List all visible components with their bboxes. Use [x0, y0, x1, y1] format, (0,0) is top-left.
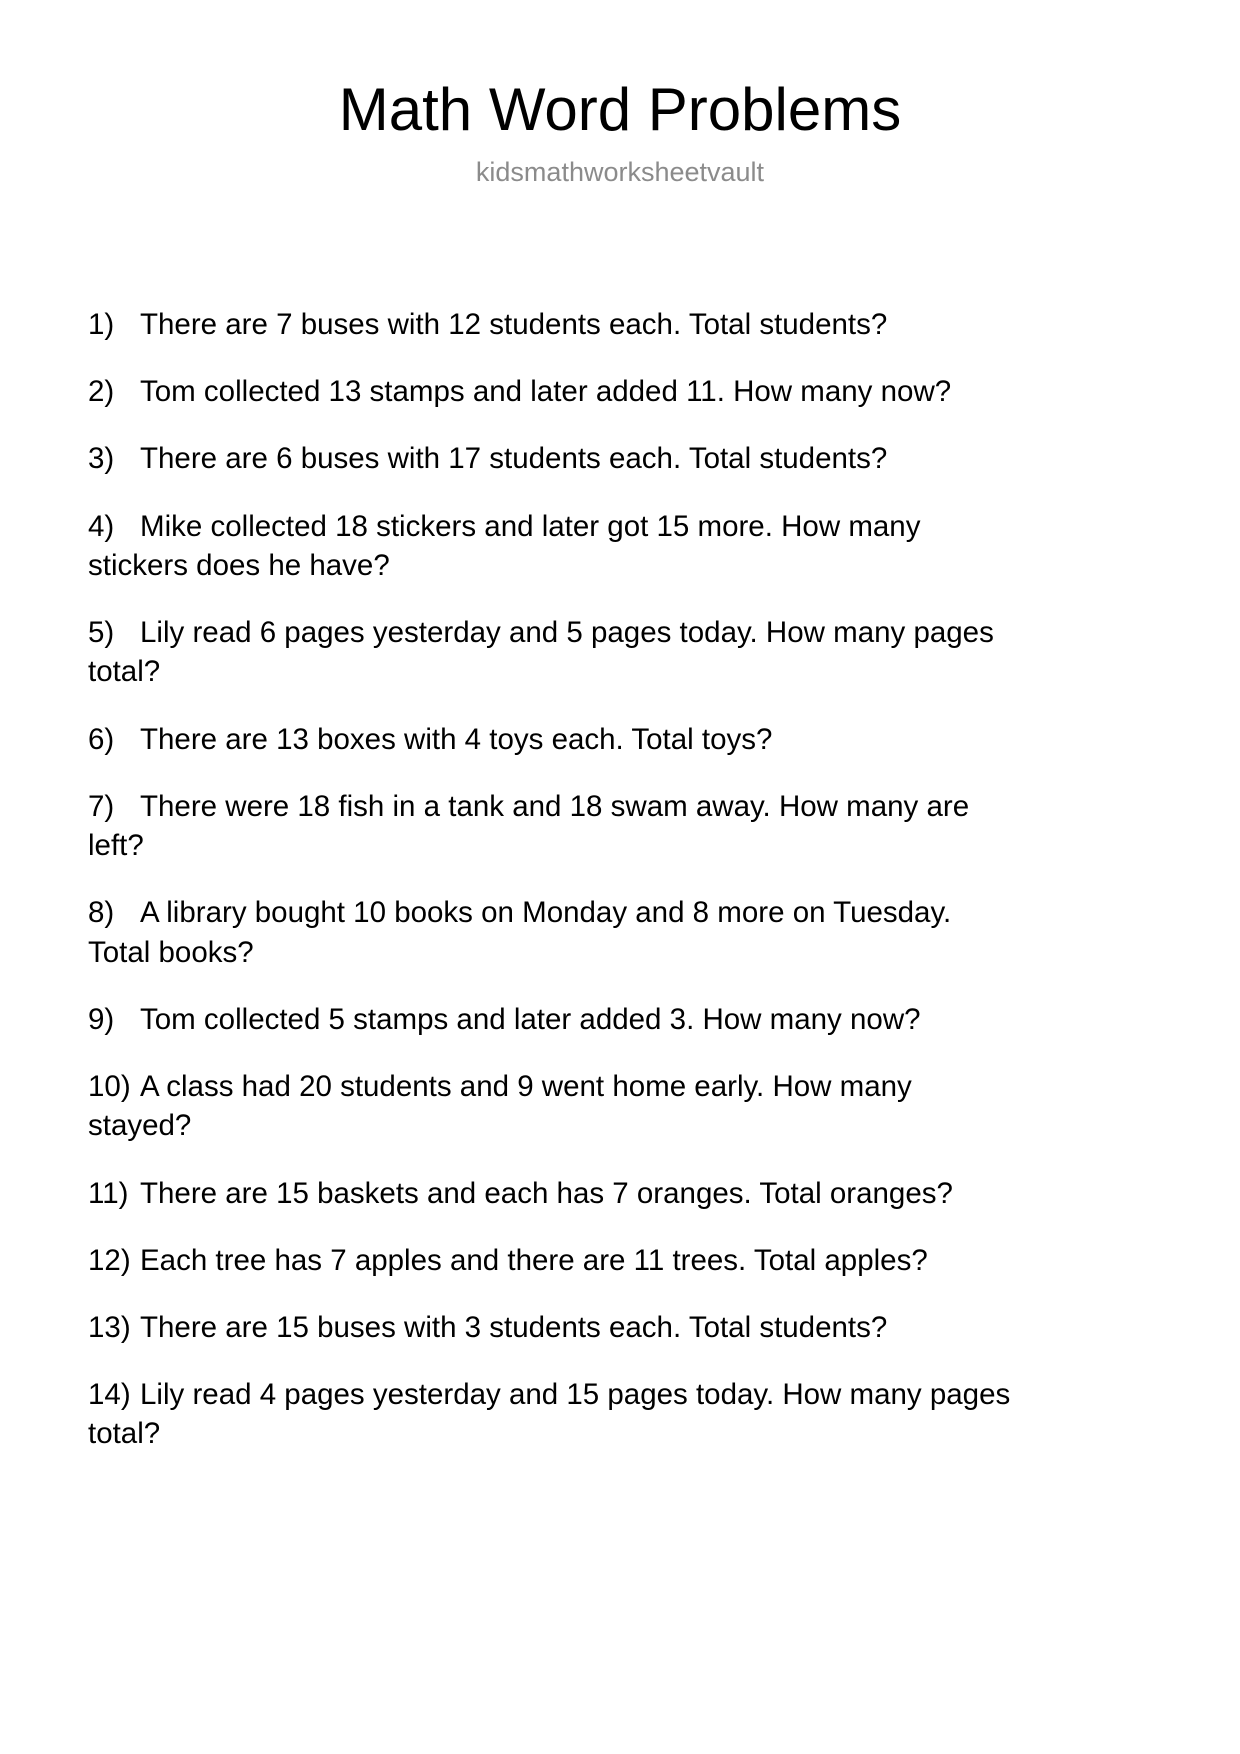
problem-number: 5) — [88, 616, 115, 650]
problem-item — [88, 507, 1013, 585]
problem-number: 3) — [88, 442, 115, 476]
problem-number: 1) — [88, 308, 115, 341]
problem-number: 8) — [88, 896, 115, 930]
problem-text: Tom collected 5 stamps and later added 3. How many now? — [140, 1002, 921, 1036]
problem-number: 7) — [88, 789, 115, 823]
problem-text: A class had 20 students and 9 went home early. How many stayed? — [88, 1070, 912, 1143]
problem-text: A library bought 10 books on Monday and 8 more on Tuesday. Total books? — [88, 896, 952, 969]
page-subtitle: kidsmathworksheetvault — [475, 157, 765, 187]
problem-text: Mike collected 18 stickers and later got 15 more. How many stickers does he have? — [88, 509, 921, 582]
problem-text: Tom collected 13 stamps and later added 11. How many now? — [140, 375, 952, 409]
problem-item — [88, 372, 1013, 411]
problem-text: Lily read 6 pages yesterday and 5 pages today. How many pages total? — [88, 616, 994, 689]
problem-number: 14) — [88, 1378, 131, 1412]
problem-item — [88, 1000, 1013, 1039]
problem-item — [88, 1174, 1013, 1213]
problem-item — [88, 787, 1013, 865]
problem-item — [88, 893, 1013, 971]
problem-text: There are 13 boxes with 4 toys each. Total toys? — [140, 722, 773, 756]
problem-text: There are 15 buses with 3 students each. Total students? — [140, 1310, 888, 1344]
problem-item — [88, 1067, 1013, 1145]
problem-text: There are 6 buses with 17 students each. Total students? — [140, 442, 888, 476]
worksheet-header — [0, 0, 1240, 188]
problem-number: 2) — [88, 375, 115, 409]
problem-item — [88, 305, 1013, 344]
problem-text: There were 18 fish in a tank and 18 swam away. How many are left? — [88, 789, 970, 863]
problem-text: Each tree has 7 apples and there are 11 trees. Total apples? — [140, 1243, 928, 1277]
page-title: Math Word Problems — [338, 76, 902, 143]
problem-number: 12) — [88, 1243, 131, 1277]
problem-number: 11) — [88, 1176, 129, 1210]
problem-number: 13) — [88, 1310, 131, 1344]
problem-number: 10) — [88, 1070, 131, 1104]
problem-text: There are 15 baskets and each has 7 oranges. Total oranges? — [140, 1176, 953, 1210]
problem-text: Lily read 4 pages yesterday and 15 pages today. How many pages total? — [88, 1378, 1011, 1451]
problem-item — [88, 720, 1013, 759]
problem-item — [88, 1375, 1013, 1453]
problem-item — [88, 439, 1013, 478]
problem-item — [88, 1308, 1013, 1347]
problem-number: 6) — [88, 722, 115, 756]
problem-text: There are 7 buses with 12 students each. Total students? — [140, 308, 888, 341]
problem-number: 4) — [88, 509, 115, 543]
problem-item — [88, 1241, 1013, 1280]
problem-item — [88, 613, 1013, 691]
problem-number: 9) — [88, 1002, 115, 1036]
problem-list — [88, 305, 1013, 1482]
